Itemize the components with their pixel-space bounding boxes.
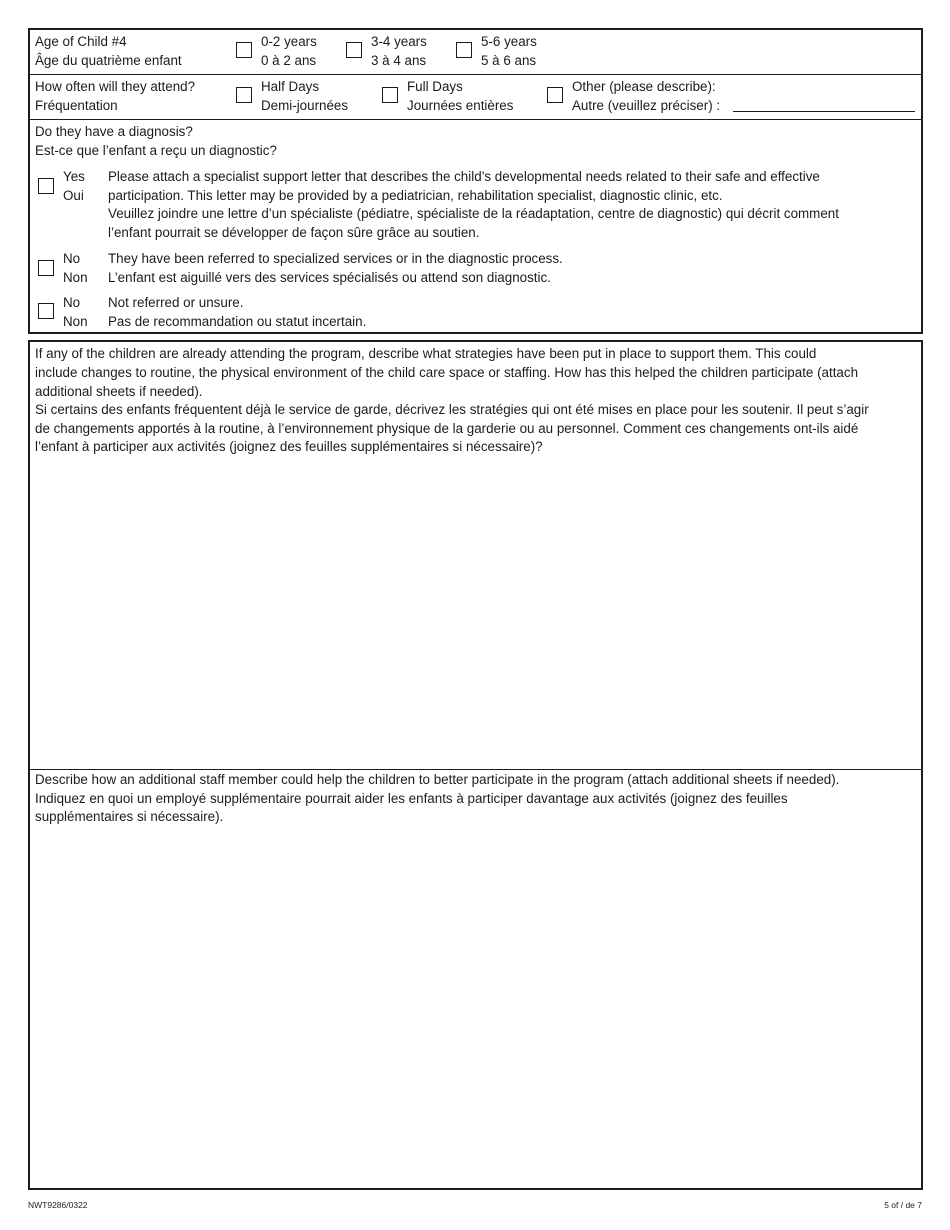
age-label-en: Age of Child #4 — [35, 34, 127, 49]
staff-text-1: Describe how an additional staff member could help the children to better participate in the program (attach additional sheets if needed). — [35, 772, 840, 787]
other-attendance-fr: Autre (veuillez préciser) : — [572, 98, 721, 113]
diagnosis-label-en: Do they have a diagnosis? — [35, 124, 193, 139]
additional-staff-response-area[interactable] — [30, 832, 921, 1188]
diagnosis-no-referred-fr: Non — [63, 270, 88, 285]
diagnosis-no-referred-text-2: L’enfant est aiguillé vers des services spécialisés ou attend son diagnostic. — [108, 270, 551, 285]
strategies-text-5: de changements apportés à la routine, à l’environnement physique de la garderie ou au personnel. Comment ces changements ont-ils aidé — [35, 421, 859, 436]
age-0-2-en: 0-2 years — [261, 34, 317, 49]
diagnosis-no-unsure-checkbox[interactable] — [38, 303, 54, 319]
other-attendance-input[interactable] — [733, 111, 915, 112]
age-3-4-fr: 3 à 4 ans — [371, 53, 427, 68]
attendance-label-en: How often will they attend? — [35, 79, 196, 94]
diagnosis-yes-text-2: participation. This letter may be provided by a pediatrician, rehabilitation specialist, diagnostic clinic, etc. — [108, 188, 723, 203]
diagnosis-no-referred-en: No — [63, 251, 81, 266]
full-days-en: Full Days — [407, 79, 463, 94]
strategies-text-1: If any of the children are already attending the program, describe what strategies have been put in place to support them. This could — [35, 346, 817, 361]
page-number: 5 of / de 7 — [884, 1200, 922, 1210]
age-5-6-checkbox[interactable] — [456, 42, 472, 58]
diagnosis-yes-fr: Oui — [63, 188, 84, 203]
diagnosis-yes-text-1: Please attach a specialist support letter that describes the child’s developmental needs related to their safe and effective — [108, 169, 820, 184]
staff-text-2: Indiquez en quoi un employé supplémentaire pourrait aider les enfants à participer davantage aux activités (joignez des feuilles — [35, 791, 788, 806]
diagnosis-no-unsure-en: No — [63, 295, 81, 310]
age-label-fr: Âge du quatrième enfant — [35, 53, 182, 68]
diagnosis-no-unsure-text-2: Pas de recommandation ou statut incertain. — [108, 314, 367, 329]
age-5-6-fr: 5 à 6 ans — [481, 53, 537, 68]
diagnosis-label-fr: Est-ce que l’enfant a reçu un diagnostic? — [35, 143, 277, 158]
age-0-2-fr: 0 à 2 ans — [261, 53, 317, 68]
narrative-section — [28, 340, 923, 1190]
strategies-text-3: additional sheets if needed). — [35, 384, 203, 399]
diagnosis-no-referred-checkbox[interactable] — [38, 260, 54, 276]
age-3-4-en: 3-4 years — [371, 34, 427, 49]
diagnosis-yes-checkbox[interactable] — [38, 178, 54, 194]
age-0-2-checkbox[interactable] — [236, 42, 252, 58]
diagnosis-yes-text-3: Veuillez joindre une lettre d’un spécialiste (pédiatre, spécialiste de la réadaptation, centre de diagnostic) qui décrit comment — [108, 206, 839, 221]
other-attendance-en: Other (please describe): — [572, 79, 716, 94]
diagnosis-no-unsure-fr: Non — [63, 314, 88, 329]
full-days-fr: Journées entières — [407, 98, 514, 113]
attendance-label-fr: Fréquentation — [35, 98, 118, 113]
diagnosis-yes-en: Yes — [63, 169, 85, 184]
half-days-checkbox[interactable] — [236, 87, 252, 103]
form-number: NWT9286/0322 — [28, 1200, 88, 1210]
age-5-6-en: 5-6 years — [481, 34, 537, 49]
diagnosis-yes-text-4: l’enfant pourrait se développer de façon sûre grâce au soutien. — [108, 225, 480, 240]
staff-text-3: supplémentaires si nécessaire). — [35, 809, 224, 824]
child-info-section — [28, 28, 923, 334]
diagnosis-no-referred-text-1: They have been referred to specialized services or in the diagnostic process. — [108, 251, 563, 266]
attendance-row — [30, 75, 921, 120]
other-attendance-checkbox[interactable] — [547, 87, 563, 103]
half-days-fr: Demi-journées — [261, 98, 349, 113]
age-row — [30, 30, 921, 75]
age-3-4-checkbox[interactable] — [346, 42, 362, 58]
full-days-checkbox[interactable] — [382, 87, 398, 103]
diagnosis-no-unsure-text-1: Not referred or unsure. — [108, 295, 244, 310]
strategies-text-2: include changes to routine, the physical environment of the child care space or staffing. How has this helped the children participate (attach — [35, 365, 859, 380]
half-days-en: Half Days — [261, 79, 320, 94]
strategies-text-6: l’enfant à participer aux activités (joignez des feuilles supplémentaires si nécessaire)? — [35, 439, 543, 454]
strategies-area[interactable] — [30, 342, 921, 770]
strategies-text-4: Si certains des enfants fréquentent déjà le service de garde, décrivez les stratégies qui ont été mises en place pour les soutenir. Il peut s’agir — [35, 402, 869, 417]
